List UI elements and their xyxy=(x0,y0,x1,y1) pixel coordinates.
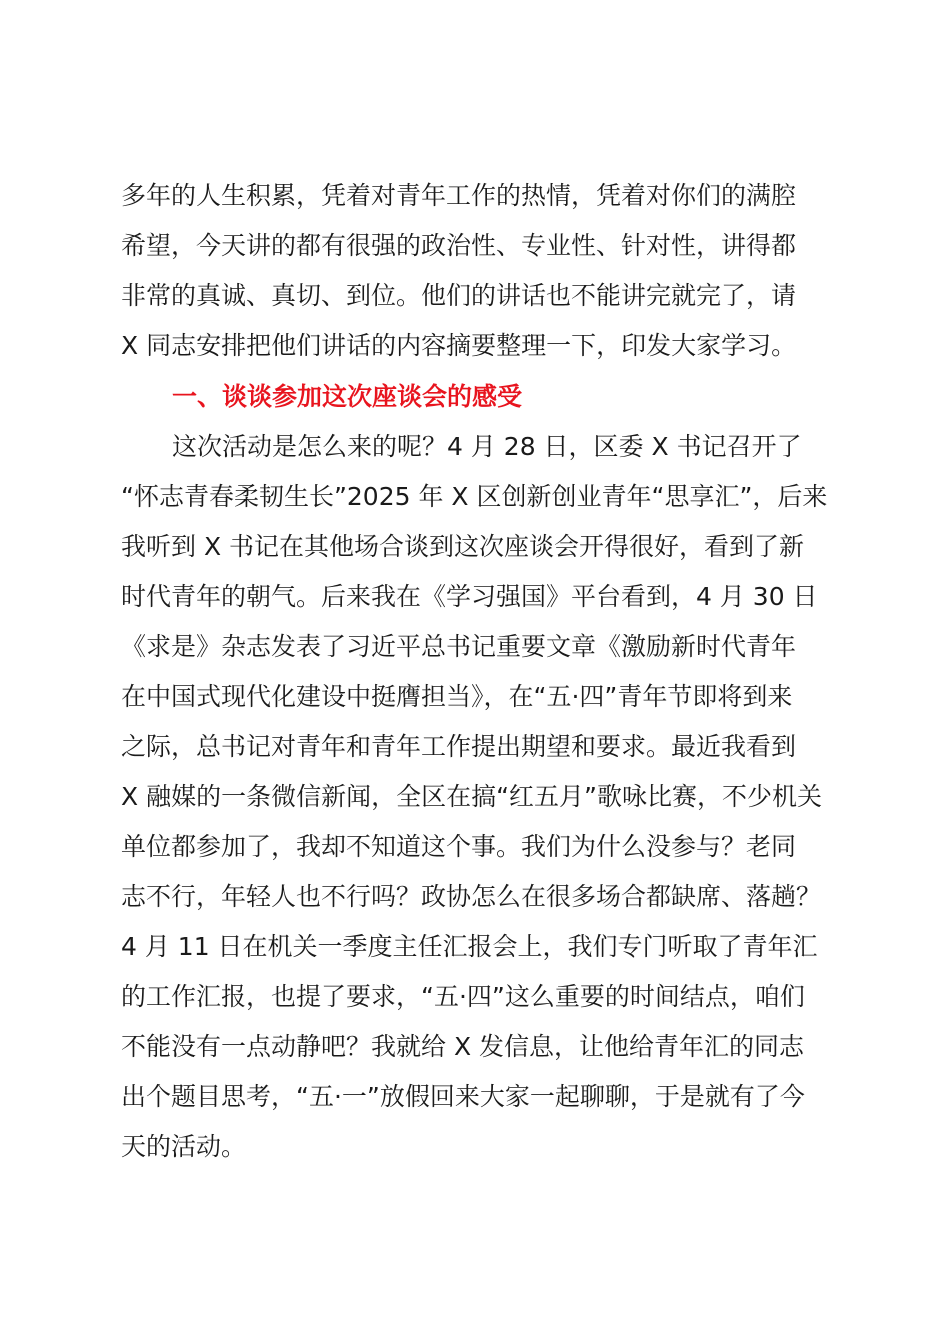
text-line: 时代青年的朝气。后来我在《学习强国》平台看到，4 月 30 日 xyxy=(121,582,818,611)
text-line: 出个题目思考，“五·一”放假回来大家一起聊聊，于是就有了今 xyxy=(121,1082,805,1111)
text-line: X 同志安排把他们讲话的内容摘要整理一下，印发大家学习。 xyxy=(121,331,797,360)
text-line: 希望，今天讲的都有很强的政治性、专业性、针对性，讲得都 xyxy=(121,231,797,260)
text-line: 单位都参加了，我却不知道这个事。我们为什么没参与？老同 xyxy=(121,832,797,861)
text-line: 在中国式现代化建设中挺膺担当》，在“五·四”青年节即将到来 xyxy=(121,682,793,711)
text-line: 《求是》杂志发表了习近平总书记重要文章《激励新时代青年 xyxy=(121,632,797,661)
section-heading: 一、谈谈参加这次座谈会的感受 xyxy=(172,382,523,411)
text-line: 的工作汇报，也提了要求，“五·四”这么重要的时间结点，咱们 xyxy=(121,982,805,1011)
text-line: 这次活动是怎么来的呢？4 月 28 日，区委 X 书记召开了 xyxy=(172,432,802,461)
text-line: 4 月 11 日在机关一季度主任汇报会上，我们专门听取了青年汇 xyxy=(121,932,818,961)
text-line: 不能没有一点动静吧？我就给 X 发信息，让他给青年汇的同志 xyxy=(121,1032,805,1061)
text-line: “怀志青春柔韧生长”2025 年 X 区创新创业青年“思享汇”，后来 xyxy=(121,482,828,511)
text-line: 多年的人生积累，凭着对青年工作的热情，凭着对你们的满腔 xyxy=(121,181,797,210)
text-line: 我听到 X 书记在其他场合谈到这次座谈会开得很好，看到了新 xyxy=(121,532,805,561)
text-line: 之际，总书记对青年和青年工作提出期望和要求。最近我看到 xyxy=(121,732,797,761)
text-line: 非常的真诚、真切、到位。他们的讲话也不能讲完就完了，请 xyxy=(121,281,797,310)
text-line: 志不行，年轻人也不行吗？政协怎么在很多场合都缺席、落趟？ xyxy=(121,882,822,911)
text-line: 天的活动。 xyxy=(121,1132,247,1161)
text-line: X 融媒的一条微信新闻，全区在搞“红五月”歌咏比赛，不少机关 xyxy=(121,782,822,811)
